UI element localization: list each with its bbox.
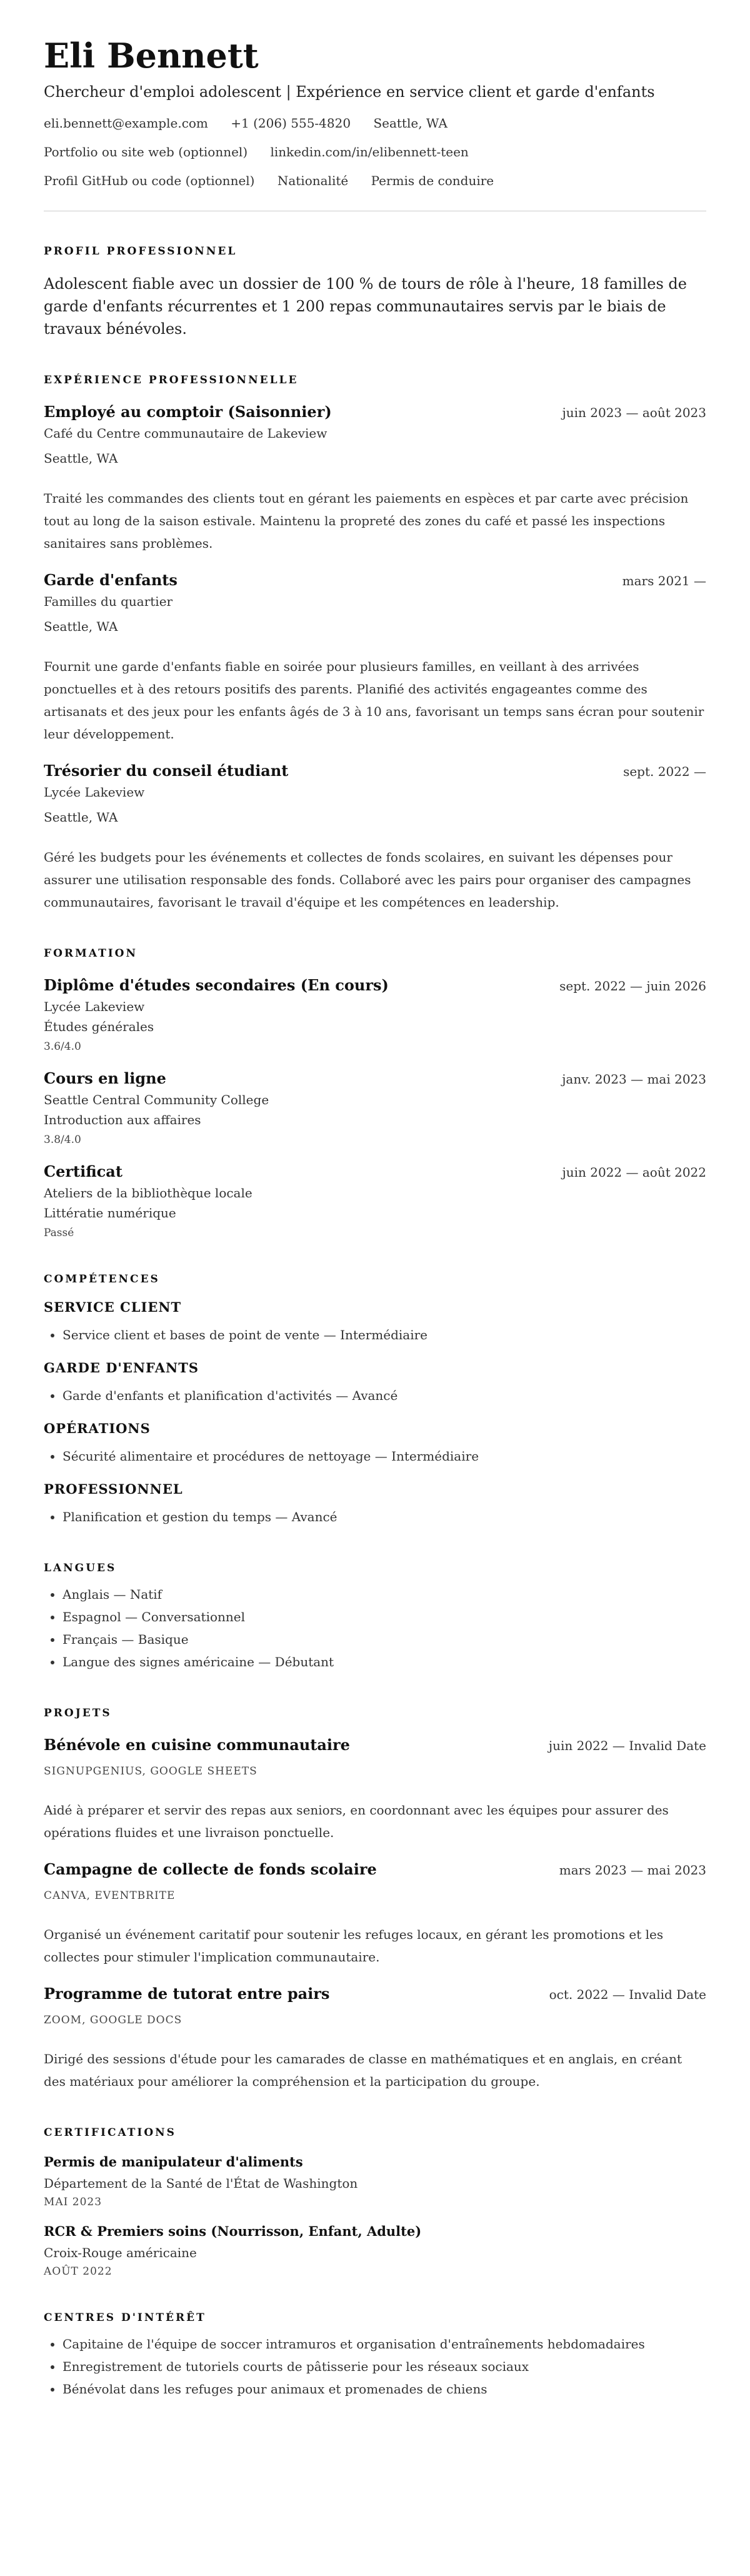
certification-entry	[44, 2223, 706, 2278]
degree-title: Cours en ligne	[44, 1069, 166, 1088]
job-dates: sept. 2022 —	[623, 764, 706, 780]
degree-title: Certificat	[44, 1162, 122, 1181]
portfolio-link[interactable]: Portfolio ou site web (optionnel)	[44, 144, 248, 160]
project-tools: CANVA, EVENTBRITE	[44, 1889, 176, 1903]
field-of-study: Études générales	[44, 1019, 154, 1035]
school-name: Lycée Lakeview	[44, 999, 145, 1015]
project-description: Organisé un événement caritatif pour soutenir les refuges locaux, en gérant les promotions et les collectes pour stimuler l'implication communautaire.	[44, 1927, 664, 1965]
project-description: Aidé à préparer et servir des repas aux seniors, en coordonnant avec les équipes pour assurer des opérations fluides et une livraison ponctuelle.	[44, 1803, 669, 1841]
contact-row-1	[44, 116, 706, 131]
contact-row-3	[44, 173, 706, 188]
project-entry	[44, 1736, 706, 1844]
skill-list	[44, 1445, 706, 1467]
certification-date: AOÛT 2022	[44, 2265, 112, 2278]
education-entry	[44, 976, 706, 1053]
project-tools: ZOOM, GOOGLE DOCS	[44, 2014, 182, 2027]
skill-list	[44, 1324, 706, 1346]
certification-date: MAI 2023	[44, 2196, 102, 2209]
phone-text: +1 (206) 555-4820	[231, 116, 351, 131]
skill-category: OPÉRATIONS	[44, 1421, 151, 1437]
section-title-certifications: CERTIFICATIONS	[44, 2126, 176, 2140]
interest-item: • Capitaine de l'équipe de soccer intramuros et organisation d'entraînements hebdomadaires	[62, 2333, 706, 2355]
experience-entry	[44, 403, 706, 555]
job-title: Trésorier du conseil étudiant	[44, 762, 289, 780]
certification-name: RCR & Premiers soins (Nourrisson, Enfant, Adulte)	[44, 2223, 422, 2240]
job-location: Seattle, WA	[44, 451, 118, 466]
project-title: Campagne de collecte de fonds scolaire	[44, 1860, 377, 1879]
degree-dates: janv. 2023 — mai 2023	[562, 1072, 706, 1087]
skill-list	[44, 1506, 706, 1528]
school-name: Seattle Central Community College	[44, 1092, 269, 1108]
section-title-education: FORMATION	[44, 947, 138, 960]
job-description: Fournit une garde d'enfants fiable en soirée pour plusieurs familles, en veillant à des arrivées ponctuelles et à des retours positifs des parents. Planifié des activités engageantes comme des artisanats et des jeux pour les enfants âgés de 3 à 10 ans, favorisant un temps sans écran pour soutenir leur développement.	[44, 659, 704, 742]
linkedin-link[interactable]: linkedin.com/in/elibennett-teen	[270, 144, 469, 160]
project-description: Dirigé des sessions d'étude pour les camarades de classe en mathématiques et en anglais, en créant des matériaux pour améliorer la compréhension et la participation du groupe.	[44, 2051, 682, 2090]
project-entry	[44, 1985, 706, 2093]
contact-row-2	[44, 144, 706, 159]
section-title-summary: PROFIL PROFESSIONNEL	[44, 245, 238, 258]
job-location: Seattle, WA	[44, 810, 118, 825]
project-entry	[44, 1860, 706, 1968]
skill-list	[44, 1384, 706, 1407]
summary-text: Adolescent fiable avec un dossier de 100 % de tours de rôle à l'heure, 18 familles de garde d'enfants récurrentes et 1 200 repas communautaires servis par le biais de travaux bénévoles.	[44, 275, 687, 338]
skill-item: • Sécurité alimentaire et procédures de nettoyage — Intermédiaire	[62, 1445, 706, 1467]
project-title: Bénévole en cuisine communautaire	[44, 1736, 350, 1754]
github-link[interactable]: Profil GitHub ou code (optionnel)	[44, 173, 255, 189]
degree-title: Diplôme d'études secondaires (En cours)	[44, 976, 389, 995]
field-of-study: Introduction aux affaires	[44, 1112, 201, 1128]
job-dates: juin 2023 — août 2023	[562, 405, 706, 421]
location-text: Seattle, WA	[373, 116, 448, 131]
section-title-projects: PROJETS	[44, 1707, 112, 1720]
education-entry	[44, 1069, 706, 1146]
grade-text: 3.6/4.0	[44, 1040, 81, 1054]
nationality-text: Nationalité	[277, 173, 349, 189]
email-link[interactable]: eli.bennett@example.com	[44, 116, 208, 131]
job-employer: Café du Centre communautaire de Lakeview	[44, 426, 328, 441]
job-employer: Familles du quartier	[44, 594, 173, 610]
skill-category: GARDE D'ENFANTS	[44, 1360, 199, 1376]
school-name: Ateliers de la bibliothèque locale	[44, 1185, 252, 1201]
skill-item: • Planification et gestion du temps — Avancé	[62, 1506, 706, 1528]
skill-category: PROFESSIONNEL	[44, 1481, 183, 1497]
candidate-name: Eli Bennett	[44, 36, 259, 76]
interest-item: • Enregistrement de tutoriels courts de pâtisserie pour les réseaux sociaux	[62, 2355, 706, 2378]
job-location: Seattle, WA	[44, 619, 118, 635]
job-description: Géré les budgets pour les événements et collectes de fonds scolaires, en suivant les dépenses pour assurer une utilisation responsable des fonds. Collaboré avec les pairs pour organiser des campagnes communautaires, favorisant le travail d'équipe et les compétences en leadership.	[44, 850, 691, 910]
project-dates: juin 2022 — Invalid Date	[548, 1738, 706, 1754]
field-of-study: Littératie numérique	[44, 1205, 176, 1221]
interest-list	[44, 2333, 706, 2400]
experience-entry	[44, 571, 706, 745]
skill-item: • Service client et bases de point de vente — Intermédiaire	[62, 1324, 706, 1346]
certification-entry	[44, 2154, 706, 2208]
section-title-languages: LANGUES	[44, 1562, 117, 1575]
project-title: Programme de tutorat entre pairs	[44, 1985, 330, 2003]
interest-item: • Bénévolat dans les refuges pour animaux et promenades de chiens	[62, 2378, 706, 2400]
degree-dates: juin 2022 — août 2022	[562, 1165, 706, 1180]
language-item: • Langue des signes américaine — Débutant	[62, 1651, 706, 1673]
certification-issuer: Croix-Rouge américaine	[44, 2245, 197, 2261]
section-title-experience: EXPÉRIENCE PROFESSIONNELLE	[44, 374, 299, 387]
education-entry	[44, 1162, 706, 1239]
certification-name: Permis de manipulateur d'aliments	[44, 2154, 303, 2170]
skill-item: • Garde d'enfants et planification d'activités — Avancé	[62, 1384, 706, 1407]
skill-category: SERVICE CLIENT	[44, 1299, 182, 1316]
project-dates: oct. 2022 — Invalid Date	[549, 1987, 706, 2003]
grade-text: Passé	[44, 1227, 74, 1240]
job-title: Employé au comptoir (Saisonnier)	[44, 403, 332, 421]
license-text: Permis de conduire	[371, 173, 494, 189]
job-title: Garde d'enfants	[44, 571, 178, 590]
certification-issuer: Département de la Santé de l'État de Washington	[44, 2176, 358, 2191]
project-dates: mars 2023 — mai 2023	[559, 1863, 706, 1878]
language-item: • Espagnol — Conversationnel	[62, 1606, 706, 1628]
project-tools: SIGNUPGENIUS, GOOGLE SHEETS	[44, 1765, 258, 1778]
job-employer: Lycée Lakeview	[44, 785, 145, 800]
experience-entry	[44, 762, 706, 913]
headline: Chercheur d'emploi adolescent | Expérience en service client et garde d'enfants	[44, 83, 655, 101]
job-dates: mars 2021 —	[622, 573, 706, 589]
job-description: Traité les commandes des clients tout en gérant les paiements en espèces et par carte avec précision tout au long de la saison estivale. Maintenu la propreté des zones du café et passé les inspections sanitaires sans problèmes.	[44, 491, 689, 551]
grade-text: 3.8/4.0	[44, 1134, 81, 1147]
section-title-interests: CENTRES D'INTÉRÊT	[44, 2312, 206, 2325]
language-list	[44, 1583, 706, 1673]
degree-dates: sept. 2022 — juin 2026	[559, 979, 706, 994]
section-title-skills: COMPÉTENCES	[44, 1273, 160, 1286]
language-item: • Anglais — Natif	[62, 1583, 706, 1606]
language-item: • Français — Basique	[62, 1628, 706, 1651]
